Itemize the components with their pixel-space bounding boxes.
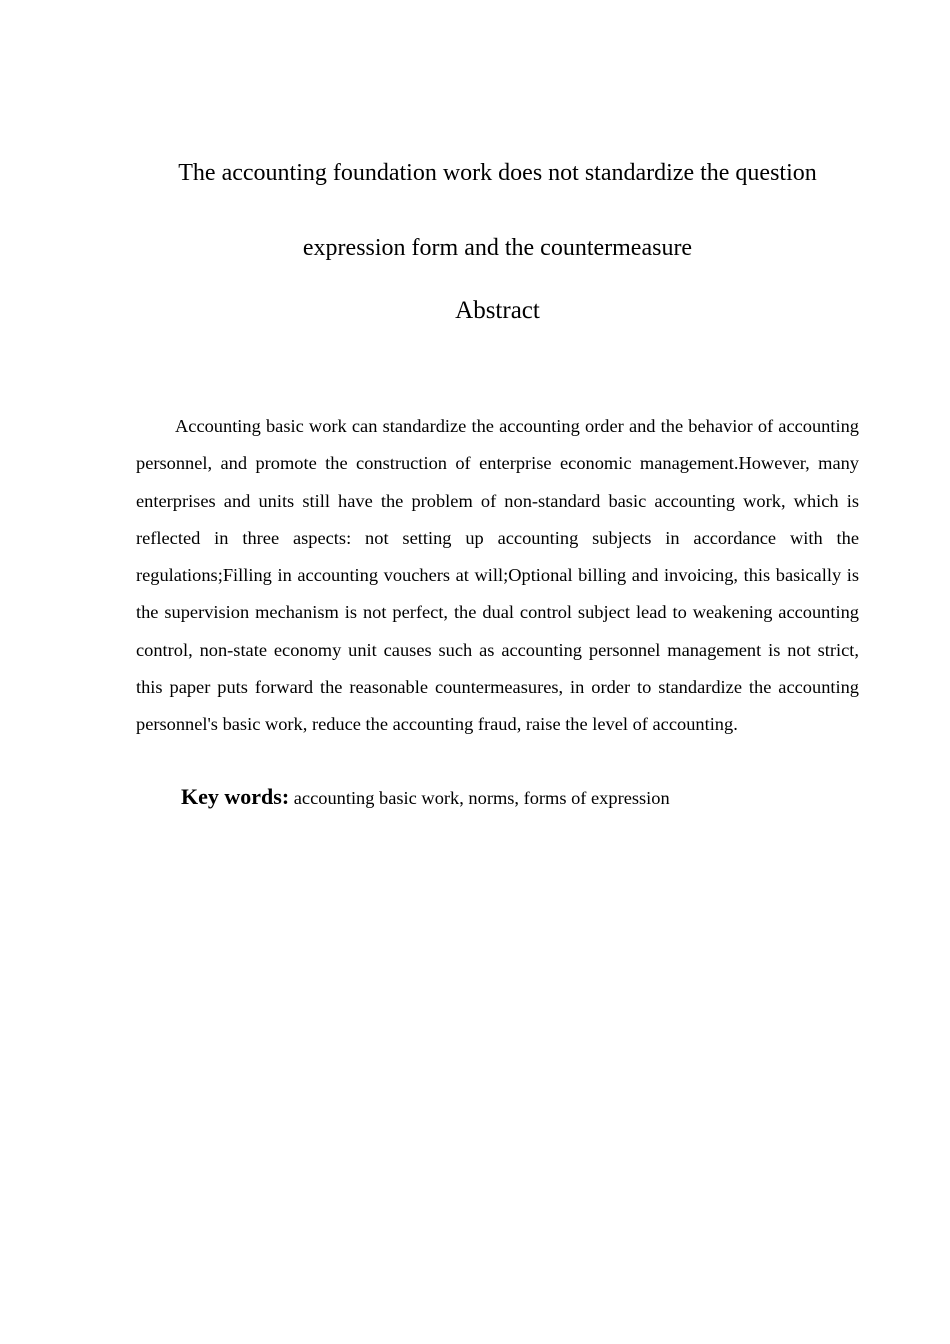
title-line-2: expression form and the countermeasure xyxy=(302,235,693,261)
title-line-1: The accounting foundation work does not standardize the question xyxy=(178,160,817,186)
keywords-line xyxy=(181,782,670,813)
keywords-label: Key words: xyxy=(181,784,290,809)
abstract-paragraph: Accounting basic work can standardize the accounting order and the behavior of accounting personnel, and promote the construction of enterprise economic management.However, many enterprises and units still have the problem of non-standard basic accounting work, which is reflected in three aspects: not setting up accounting subjects in accordance with the regulations;Filling in accounting vouchers at will;Optional billing and invoicing, this basically is the supervision mechanism is not perfect, the dual control subject lead to weakening accounting control, non-state economy unit causes such as accounting personnel management is not strict, this paper puts forward the reasonable countermeasures, in order to standardize the accounting personnel's basic work, reduce the accounting fraud, raise the level of accounting. xyxy=(136,416,859,735)
abstract-heading: Abstract xyxy=(455,297,540,324)
keywords-text: accounting basic work, norms, forms of expression xyxy=(293,788,670,808)
